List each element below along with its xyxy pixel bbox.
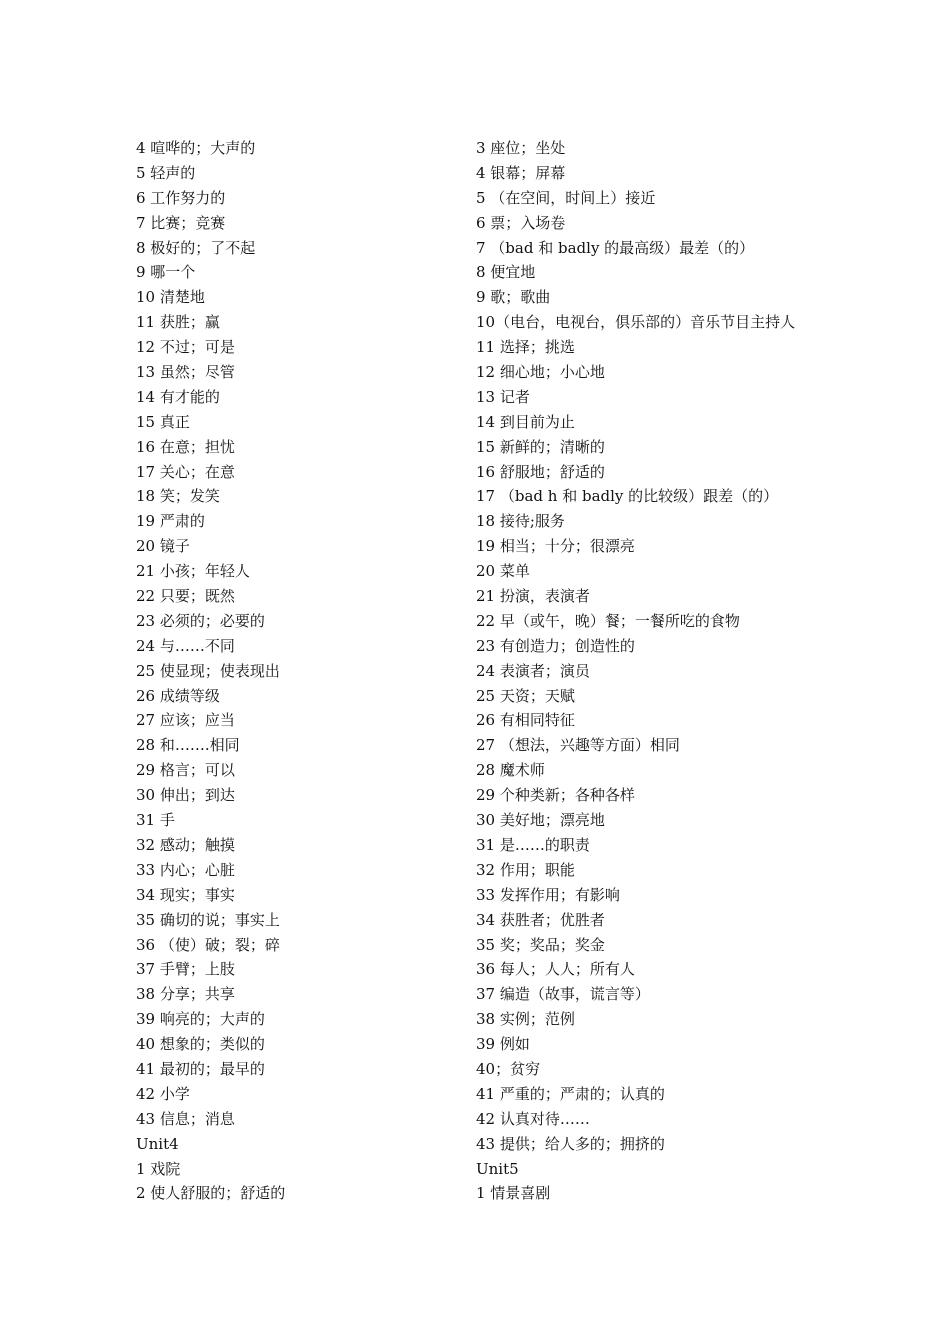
vocab-line: 3 座位；坐处 xyxy=(476,139,566,157)
vocab-line: 16 舒服地；舒适的 xyxy=(476,462,605,481)
vocab-line: 6 工作努力的 xyxy=(136,188,226,207)
vocab-line: 5 轻声的 xyxy=(136,163,196,182)
vocab-line: 26 有相同特征 xyxy=(476,711,575,730)
vocab-line: 40；贫穷 xyxy=(476,1059,541,1078)
vocab-line: Unit4 xyxy=(136,1134,179,1153)
vocab-line: 38 分享；共享 xyxy=(136,985,235,1004)
vocab-line: 16 在意；担忧 xyxy=(136,437,235,456)
vocab-line: 21 小孩；年轻人 xyxy=(136,562,250,581)
vocab-line: 8 便宜地 xyxy=(476,263,536,282)
vocab-line: 13 记者 xyxy=(476,387,530,406)
vocab-line: 42 小学 xyxy=(136,1084,190,1103)
right-column xyxy=(476,136,896,1206)
vocab-line: 18 接待;服务 xyxy=(476,512,565,531)
vocab-line: 18 笑；发笑 xyxy=(136,487,220,506)
vocab-line: 34 获胜者；优胜者 xyxy=(476,910,605,929)
vocab-line: 31 手 xyxy=(136,811,175,830)
vocab-line: 32 作用；职能 xyxy=(476,860,575,879)
vocab-line: 37 手臂；上肢 xyxy=(136,960,235,979)
vocab-line: 10 清楚地 xyxy=(136,288,205,307)
vocab-line: 36 每人；人人；所有人 xyxy=(476,960,635,979)
vocab-line: 30 伸出；到达 xyxy=(136,786,235,805)
vocab-line: 10（电台，电视台，俱乐部的）音乐节目主持人 xyxy=(476,313,796,332)
vocab-line: 19 相当；十分；很漂亮 xyxy=(476,537,635,556)
vocab-line: 33 内心；心脏 xyxy=(136,860,235,879)
vocab-line: 27 （想法，兴趣等方面）相同 xyxy=(476,736,680,755)
vocab-line: 29 个种类新；各种各样 xyxy=(476,786,635,805)
vocab-line: 37 编造（故事，谎言等） xyxy=(476,985,650,1004)
vocab-line: 41 严重的；严肃的；认真的 xyxy=(476,1084,665,1103)
vocab-line: 23 有创造力；创造性的 xyxy=(476,636,635,655)
vocab-line: 20 菜单 xyxy=(476,562,530,581)
vocab-line: 23 必须的；必要的 xyxy=(136,611,265,630)
vocab-line: 33 发挥作用；有影响 xyxy=(476,885,620,904)
vocab-line: 12 不过；可是 xyxy=(136,338,235,357)
vocab-line: 12 细心地；小心地 xyxy=(476,363,605,382)
vocab-line: 17 关心；在意 xyxy=(136,462,235,481)
vocab-line: 40 想象的；类似的 xyxy=(136,1035,265,1054)
vocab-line: 43 提供；给人多的；拥挤的 xyxy=(476,1134,665,1153)
vocab-line: 41 最初的；最早的 xyxy=(136,1059,265,1078)
vocab-line: 5 （在空间，时间上）接近 xyxy=(476,188,656,207)
vocab-line: 14 到目前为止 xyxy=(476,412,575,431)
vocab-line: 30 美好地；漂亮地 xyxy=(476,811,605,830)
left-column xyxy=(136,136,456,1206)
vocab-line: 29 格言；可以 xyxy=(136,761,235,780)
vocab-line: 9 哪一个 xyxy=(136,263,196,282)
vocab-line: 21 扮演，表演者 xyxy=(476,587,590,606)
vocab-line: 15 新鲜的；清晰的 xyxy=(476,437,605,456)
vocab-line: 1 戏院 xyxy=(136,1159,181,1178)
vocab-line: 7 （bad 和 badly 的最高级）最差（的） xyxy=(476,238,755,257)
vocab-line: 28 魔术师 xyxy=(476,761,545,780)
vocab-line: 35 确切的说；事实上 xyxy=(136,910,280,929)
vocab-line: 25 使显现；使表现出 xyxy=(136,661,280,680)
vocab-line: 1 情景喜剧 xyxy=(476,1184,551,1203)
vocab-line: 4 喧哗的；大声的 xyxy=(136,139,256,157)
vocab-line: 6 票；入场卷 xyxy=(476,213,566,232)
vocab-line: 34 现实；事实 xyxy=(136,885,235,904)
vocab-line: 39 例如 xyxy=(476,1035,530,1054)
vocab-line: 36 （使）破；裂；碎 xyxy=(136,935,280,954)
vocab-line: 24 与……不同 xyxy=(136,636,235,655)
vocab-line: 8 极好的；了不起 xyxy=(136,238,256,257)
vocab-line: 14 有才能的 xyxy=(136,387,220,406)
vocab-line: 32 感动；触摸 xyxy=(136,835,235,854)
vocab-line: 31 是……的职责 xyxy=(476,835,590,854)
vocab-line: 4 银幕；屏幕 xyxy=(476,163,566,182)
vocab-line: 43 信息；消息 xyxy=(136,1109,235,1128)
vocab-line: 27 应该；应当 xyxy=(136,711,235,730)
vocab-line: 26 成绩等级 xyxy=(136,686,220,705)
vocab-line: 22 只要；既然 xyxy=(136,587,235,606)
vocab-line: 7 比赛；竞赛 xyxy=(136,213,226,232)
vocab-line: 2 使人舒服的；舒适的 xyxy=(136,1184,286,1203)
vocab-line: 9 歌；歌曲 xyxy=(476,288,551,307)
vocab-line: 35 奖；奖品；奖金 xyxy=(476,935,605,954)
vocab-line: Unit5 xyxy=(476,1159,519,1178)
vocab-line: 11 选择；挑选 xyxy=(476,338,575,357)
vocab-line: 19 严肃的 xyxy=(136,512,205,531)
vocab-line: 39 响亮的；大声的 xyxy=(136,1010,265,1029)
vocab-line: 15 真正 xyxy=(136,412,190,431)
vocab-line: 38 实例；范例 xyxy=(476,1010,575,1029)
vocab-line: 11 获胜；赢 xyxy=(136,313,220,332)
vocab-line: 25 天资；天赋 xyxy=(476,686,575,705)
vocab-line: 13 虽然；尽管 xyxy=(136,363,235,382)
vocab-line: 42 认真对待…… xyxy=(476,1109,590,1128)
vocab-line: 28 和…….相同 xyxy=(136,736,240,755)
vocab-line: 22 早（或午，晚）餐；一餐所吃的食物 xyxy=(476,611,740,630)
vocab-line: 20 镜子 xyxy=(136,537,190,556)
vocab-line: 24 表演者；演员 xyxy=(476,661,590,680)
vocab-line: 17 （bad h 和 badly 的比较级）跟差（的） xyxy=(476,487,779,506)
